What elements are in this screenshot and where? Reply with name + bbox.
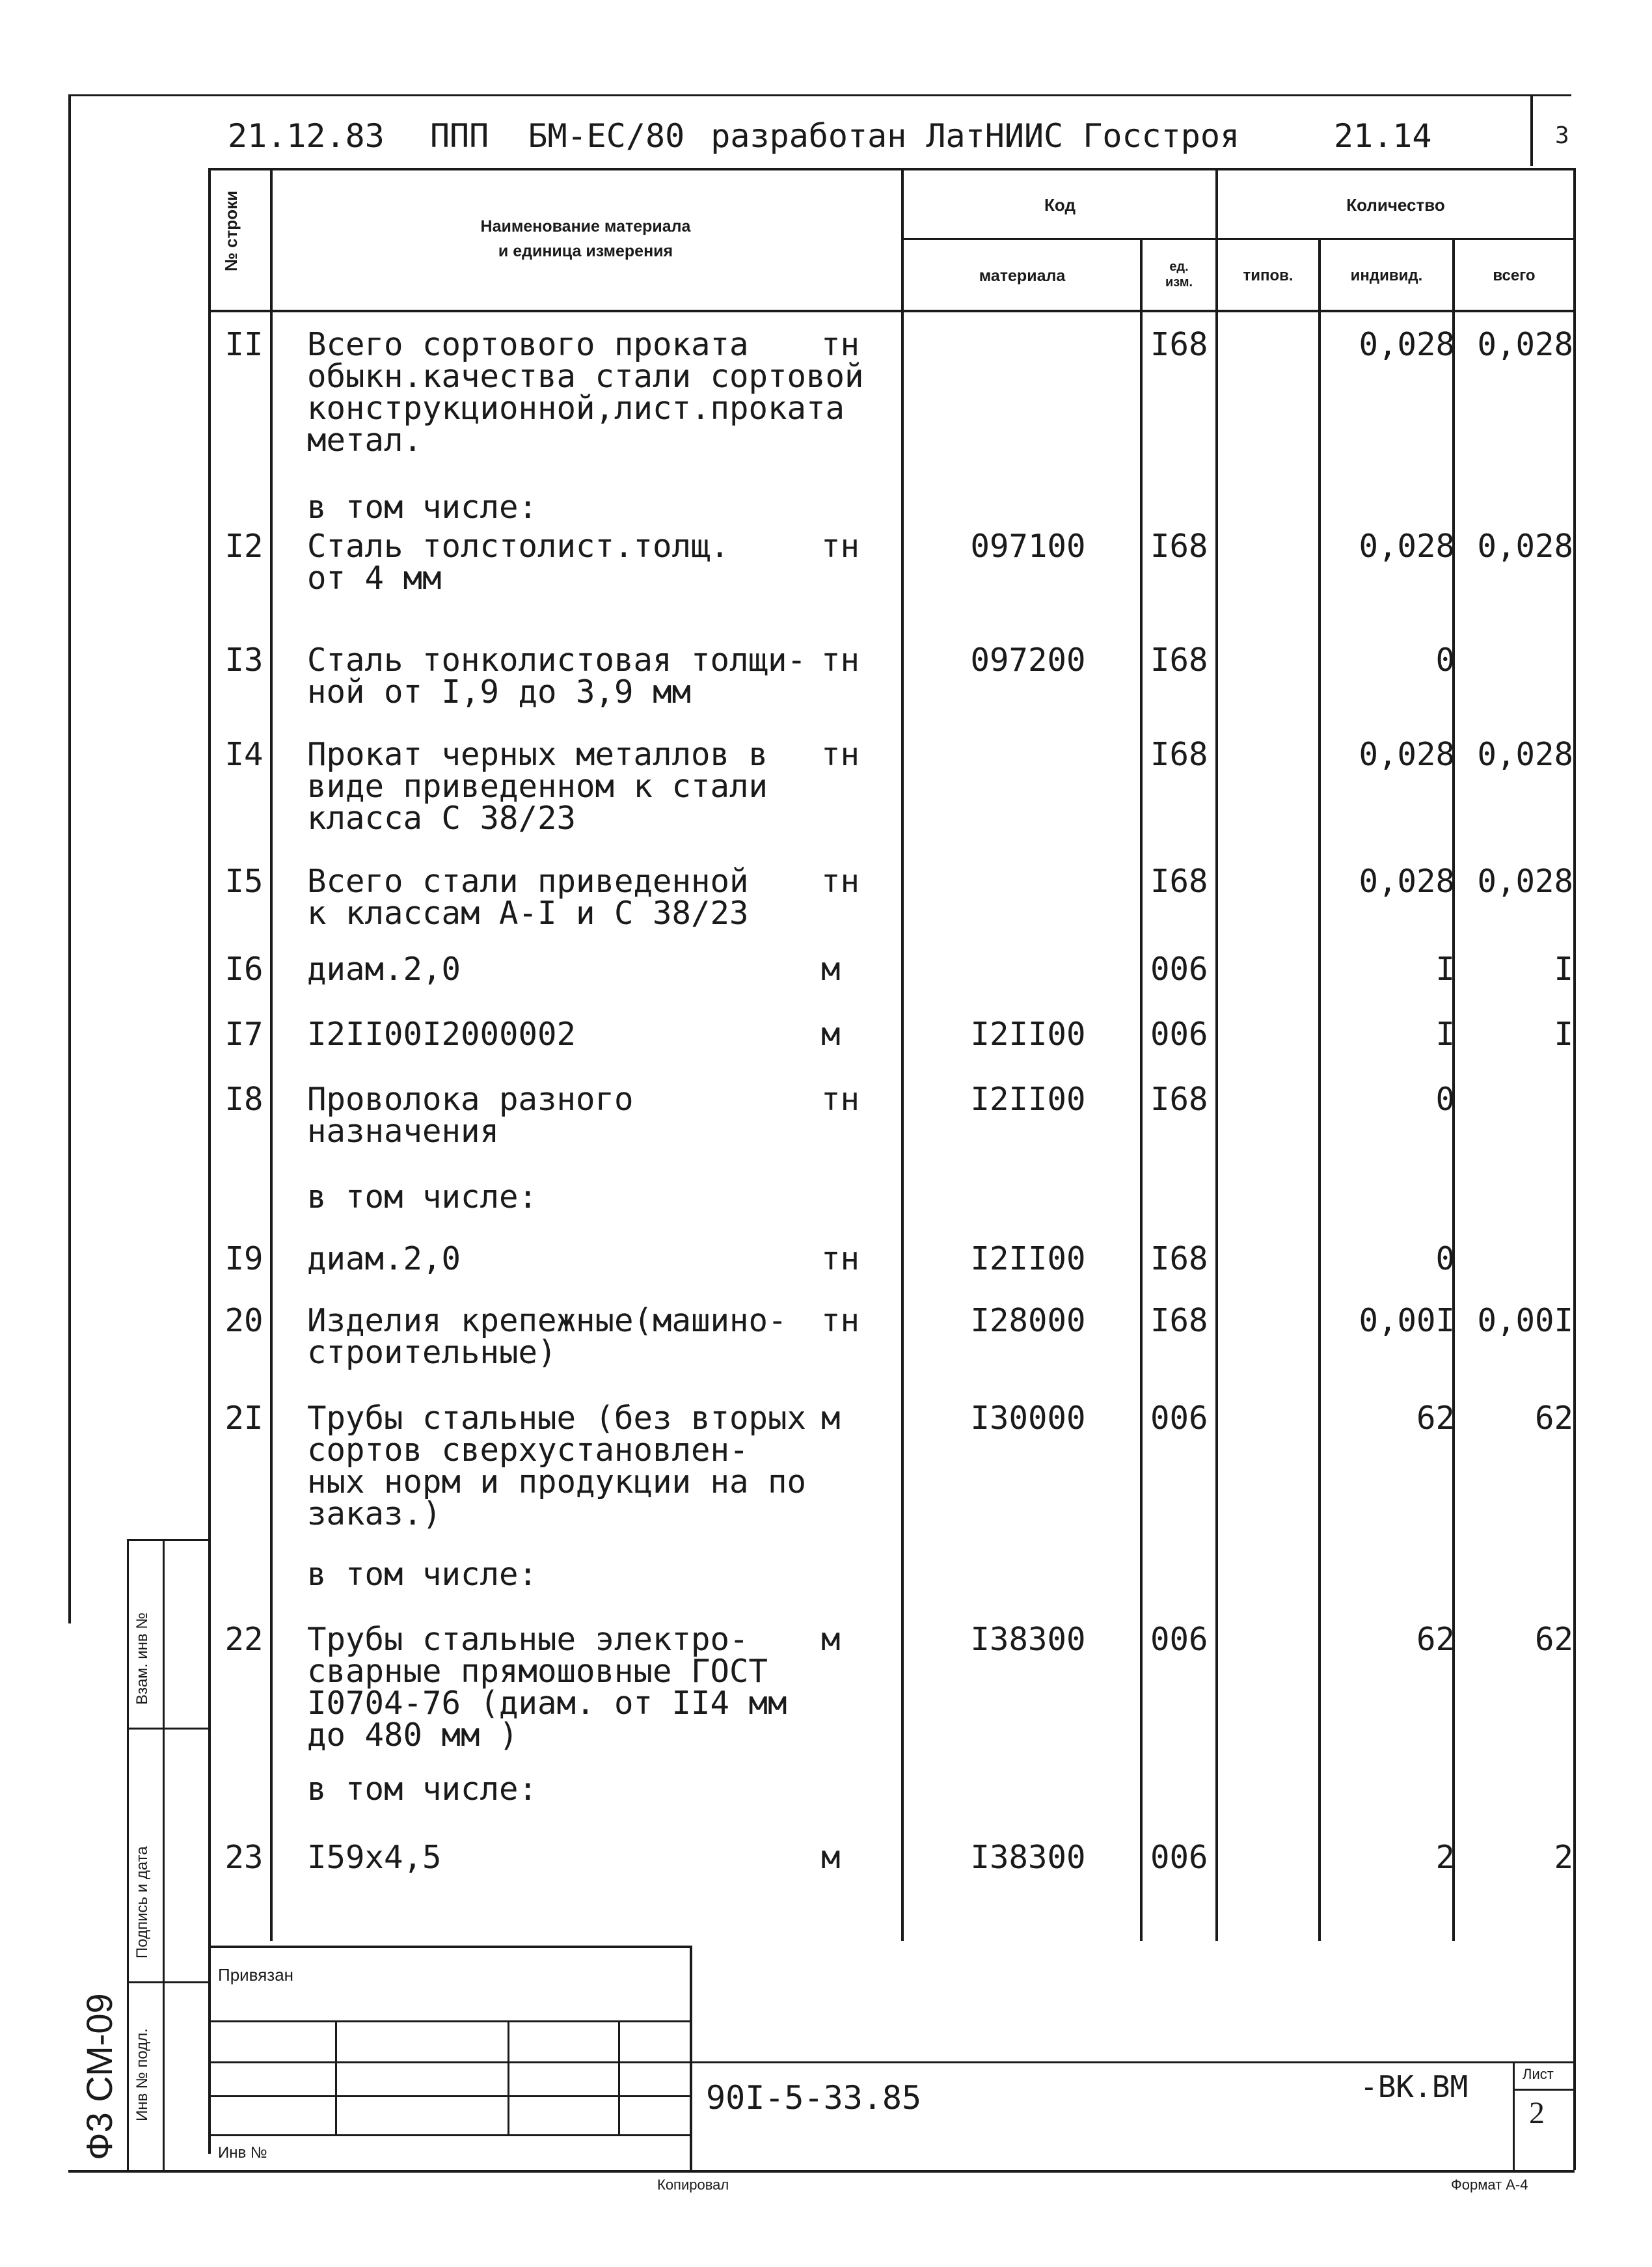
header-ppp: ППП [429, 117, 489, 155]
material-code: I30000 [970, 1400, 1086, 1437]
corner-box-left [1530, 94, 1533, 166]
unit: м [821, 1400, 841, 1437]
qty-total: 0,028 [1477, 326, 1573, 363]
stamp-top-line [208, 1946, 690, 1948]
header-qty-total: всего [1493, 267, 1536, 284]
side-top-line [127, 1539, 210, 1541]
qty-individual: 62 [1416, 1621, 1455, 1658]
side-col-line [127, 1539, 129, 2170]
unit-code: 006 [1150, 1016, 1208, 1053]
header-qty-individual: индивид. [1350, 267, 1423, 284]
unit-code: 006 [1150, 1400, 1208, 1437]
material-name: I2II00I2000002 [307, 1016, 576, 1053]
header-code-unit: ед. изм. [1165, 260, 1193, 290]
stamp-col-1 [335, 2020, 337, 2134]
material-code: 097100 [970, 528, 1086, 565]
header-date: 21.12.83 [228, 117, 385, 155]
header-material-name: Наименование материала и единица измерения [480, 217, 691, 260]
qty-individual: 0,028 [1359, 736, 1455, 773]
qty-total: I [1554, 1016, 1573, 1053]
unit: тн [821, 1240, 860, 1277]
unit-code: I68 [1150, 528, 1208, 565]
row-number: I9 [224, 1240, 264, 1277]
material-code: I28000 [970, 1302, 1086, 1339]
frame-left-lower [208, 169, 211, 2154]
sheet-box-left [1513, 2061, 1515, 2170]
unit-code: I68 [1150, 326, 1208, 363]
unit: тн [821, 1081, 860, 1118]
qty-total: I [1554, 951, 1573, 988]
col-line-typ [1318, 238, 1321, 1941]
row-number: I3 [224, 642, 264, 679]
row-number: II [224, 326, 264, 363]
frame-left [68, 94, 71, 1623]
frame-right-stamp [1573, 1941, 1576, 2170]
stamp-line-2 [208, 2061, 1575, 2063]
side-vzam-label: Взам. инв № [133, 1612, 151, 1705]
unit-code: 006 [1150, 1621, 1208, 1658]
unit: м [821, 1839, 841, 1876]
material-name: Сталь тонколистовая толщи- ной от I,9 до 3,9 мм [307, 642, 807, 711]
header-qty-typical: типов. [1243, 267, 1293, 284]
material-name: в том числе: [307, 1178, 538, 1215]
stamp-col-3 [618, 2020, 620, 2134]
row-number: I2 [224, 528, 264, 565]
stamp-line-4 [208, 2134, 690, 2136]
row-number: 2I [224, 1400, 264, 1437]
copied-label: Копировал [657, 2177, 729, 2193]
header-code-material: материала [979, 267, 1066, 285]
header-corner: 3 [1555, 122, 1569, 149]
material-code: I38300 [970, 1839, 1086, 1876]
row-number: 22 [224, 1621, 264, 1658]
table-header-bottom [208, 310, 1575, 312]
stamp-divider [690, 1946, 692, 2170]
frame-top [68, 94, 1571, 96]
header-program: БМ-ЕС/80 [528, 117, 685, 155]
row-number: I5 [224, 863, 264, 900]
unit: тн [821, 1302, 860, 1339]
unit: тн [821, 326, 860, 363]
col-line-ed [1215, 168, 1218, 1941]
side-line-1 [127, 1728, 210, 1730]
unit-code: 006 [1150, 1839, 1208, 1876]
col-line-num [270, 168, 273, 1941]
inv-no-label: Инв № [218, 2144, 267, 2162]
doc-suffix: -ВК.ВМ [1360, 2069, 1469, 2104]
row-number: I7 [224, 1016, 264, 1053]
qty-individual: 0 [1435, 642, 1455, 679]
row-number: I4 [224, 736, 264, 773]
unit: тн [821, 863, 860, 900]
material-name: Всего стали приведенной к классам А-I и С 38/23 [307, 863, 749, 932]
stamp-col-2 [508, 2020, 509, 2134]
qty-total: 0,028 [1477, 863, 1573, 900]
unit-code: I68 [1150, 1302, 1208, 1339]
material-name: Проволока разного назначения [307, 1081, 634, 1150]
unit: м [821, 1016, 841, 1053]
qty-individual: 0,028 [1359, 528, 1455, 565]
sheet-number: 2 [1529, 2096, 1545, 2130]
unit: м [821, 1621, 841, 1658]
unit: тн [821, 528, 860, 565]
table-top-line [208, 168, 1575, 170]
material-name: в том числе: [307, 1556, 538, 1593]
material-name: в том числе: [307, 1771, 538, 1808]
unit: м [821, 951, 841, 988]
col-line-right [1573, 168, 1576, 1941]
qty-individual: 0,028 [1359, 326, 1455, 363]
qty-total: 0,028 [1477, 528, 1573, 565]
unit-code: I68 [1150, 642, 1208, 679]
side-handwritten-stamp: Ф3 СМ-09 [79, 1993, 120, 2160]
material-code: I2II00 [970, 1240, 1086, 1277]
sheet-box-mid [1513, 2089, 1575, 2091]
header-qty-group: Количество [1346, 195, 1445, 215]
side-line-2 [127, 1981, 210, 1983]
sheet-label: Лист [1523, 2066, 1554, 2082]
material-name: в том числе: [307, 489, 538, 526]
qty-total: 0,028 [1477, 736, 1573, 773]
stamp-line-1 [208, 2020, 690, 2022]
header-row-no: № строки [221, 190, 241, 272]
row-number: I8 [224, 1081, 264, 1118]
stamp-bottom-line [68, 2170, 1575, 2173]
material-name: диам.2,0 [307, 1240, 461, 1277]
material-name: I59x4,5 [307, 1839, 442, 1876]
side-inv-podl-label: Инв № подл. [133, 2028, 151, 2121]
qty-total: 2 [1554, 1839, 1573, 1876]
side-podpis-label: Подпись и дата [133, 1846, 151, 1959]
material-name: Прокат черных металлов в виде приведенном к стали класса С 38/23 [307, 736, 768, 837]
unit-code: I68 [1150, 863, 1208, 900]
header-code-group: Код [1044, 195, 1076, 215]
header-developer: разработан ЛатНИИС Госстроя [711, 117, 1240, 155]
material-code: I38300 [970, 1621, 1086, 1658]
qty-individual: 0,028 [1359, 863, 1455, 900]
material-code: I2II00 [970, 1081, 1086, 1118]
format-label: Формат А-4 [1451, 2177, 1528, 2193]
material-code: I2II00 [970, 1016, 1086, 1053]
unit-code: I68 [1150, 1240, 1208, 1277]
header-code: 21.14 [1334, 117, 1432, 155]
unit: тн [821, 736, 860, 773]
material-code: 097200 [970, 642, 1086, 679]
qty-individual: I [1435, 1016, 1455, 1053]
doc-number: 90I-5-33.85 [706, 2079, 922, 2117]
unit-code: I68 [1150, 1081, 1208, 1118]
unit: тн [821, 642, 860, 679]
qty-individual: 0,00I [1359, 1302, 1455, 1339]
material-name: Всего сортового проката обыкн.качества стали сортовой конструкционной,лист.проката метал. [307, 326, 864, 459]
side-col-line-2 [163, 1539, 165, 2170]
row-number: 23 [224, 1839, 264, 1876]
table-subhead-line [901, 238, 1575, 240]
qty-individual: 62 [1416, 1400, 1455, 1437]
privyazan-label: Привязан [218, 1965, 294, 1985]
material-name: диам.2,0 [307, 951, 461, 988]
qty-total: 62 [1534, 1400, 1573, 1437]
material-name: Трубы стальные электро- сварные прямошовные ГОСТ I0704-76 (диам. от II4 мм до 480 мм ) [307, 1621, 787, 1754]
row-number: 20 [224, 1302, 264, 1339]
col-line-name [901, 168, 904, 1941]
qty-individual: 0 [1435, 1081, 1455, 1118]
header-line [228, 117, 1239, 155]
qty-total: 62 [1534, 1621, 1573, 1658]
material-name: Сталь толстолист.толщ. от 4 мм [307, 528, 730, 597]
material-name: Изделия крепежные(машино- строительные) [307, 1302, 787, 1371]
qty-individual: I [1435, 951, 1455, 988]
unit-code: I68 [1150, 736, 1208, 773]
qty-individual: 2 [1435, 1839, 1455, 1876]
material-name: Трубы стальные (без вторых сортов сверхустановлен- ных норм и продукции на по заказ.) [307, 1400, 807, 1532]
stamp-line-3 [208, 2095, 690, 2097]
qty-total: 0,00I [1477, 1302, 1573, 1339]
row-number: I6 [224, 951, 264, 988]
qty-individual: 0 [1435, 1240, 1455, 1277]
unit-code: 006 [1150, 951, 1208, 988]
